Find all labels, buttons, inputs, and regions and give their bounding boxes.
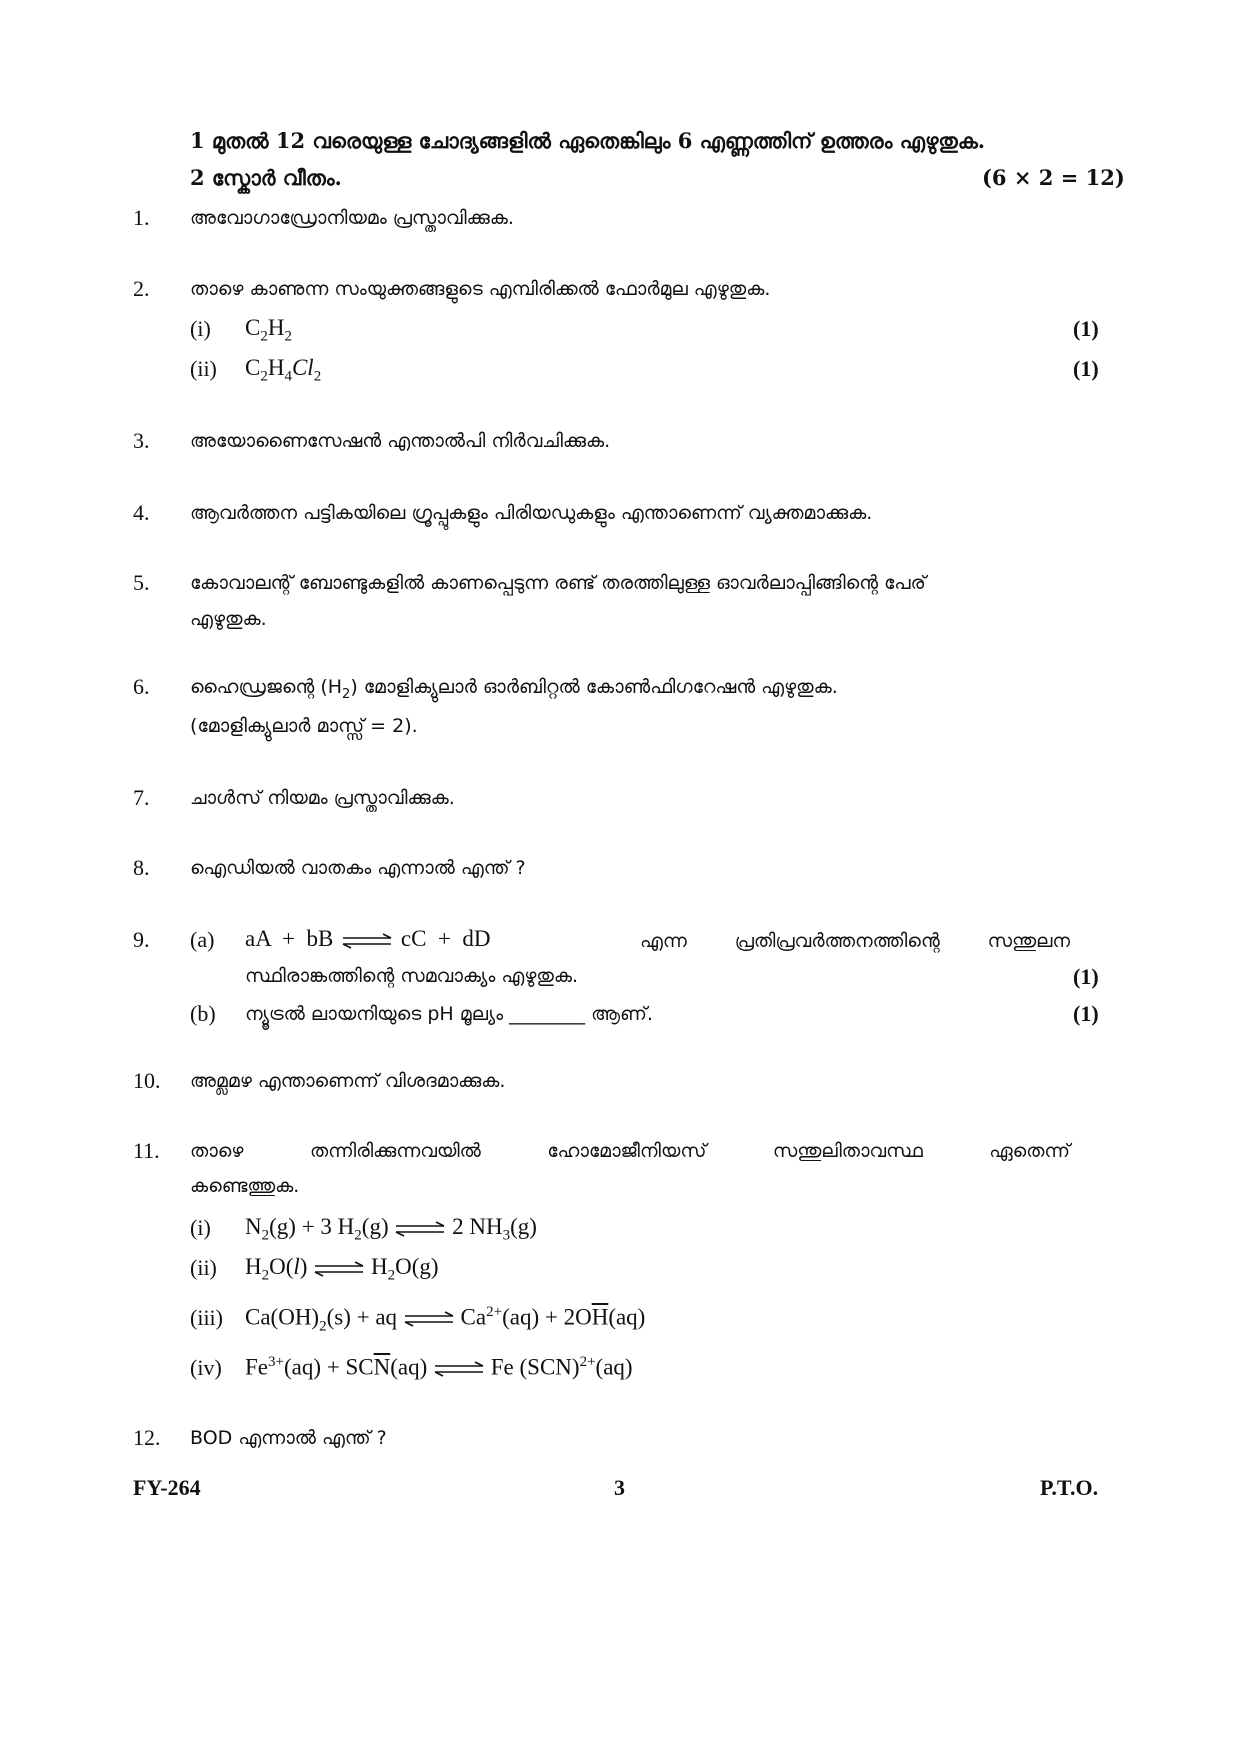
- question-number: 3.: [133, 428, 150, 453]
- chemical-equation: $N_2(g) + 3$ $H_2(g)$ 2 $NH_3(g)$: [245, 1214, 537, 1244]
- question-number: 1.: [133, 205, 150, 230]
- question-number: 7.: [133, 785, 150, 810]
- question-text: ആവർത്തന പട്ടികയിലെ ഗ്രൂപ്പുകളും പിരിയഡുകളും എന്താണെന്ന് വ്യക്തമാക്കുക.: [190, 502, 873, 524]
- question-text: ന്യൂട്രൽ ലായനിയുടെ pH മൂല്യം ________ ആണ്.: [245, 1003, 653, 1025]
- chemical-formula: $C_2H_4Cl_2$: [245, 355, 322, 385]
- question-number: 2.: [133, 276, 150, 301]
- question-text-continued: (മോളിക്യുലാർ മാസ്സ് = 2).: [190, 715, 418, 737]
- question-text: ഐഡിയൽ വാതകം എന്നാൽ എന്ത് ?: [190, 857, 526, 879]
- paper-code: FY-264: [133, 1475, 201, 1500]
- marks: (1): [1073, 964, 1099, 989]
- marks: (1): [1073, 356, 1099, 381]
- equilibrium-arrow-icon: [394, 1221, 446, 1237]
- chemical-equation: $Fe^{3+}(aq) + SCN(aq)$ Fe (SCN)$^{2+}$(aq): [245, 1354, 633, 1380]
- instruction-score-line: 2 സ്കോർ വീതം.: [190, 165, 342, 190]
- page-number: 3: [614, 1475, 625, 1500]
- subpart-label: (a): [190, 927, 215, 952]
- question-number: 5.: [133, 570, 150, 595]
- question-number: 12.: [133, 1425, 161, 1450]
- equilibrium-arrow-icon: [403, 1311, 455, 1327]
- instruction-score-total: (6 × 2 = 12): [982, 165, 1125, 190]
- question-text: കോവാലന്റ് ബോണ്ടുകളിൽ കാണപ്പെടുന്ന രണ്ട് തരത്തിലുള്ള ഓവർലാപ്പിങ്ങിന്റെ പേര്: [190, 572, 926, 594]
- question-text-continued: സ്ഥിരാങ്കത്തിന്റെ സമവാക്യം എഴുതുക.: [245, 965, 579, 987]
- question-text-continued: കണ്ടെത്തുക.: [190, 1175, 300, 1197]
- question-text-continued: എഴുതുക.: [190, 608, 267, 630]
- equilibrium-arrow-icon: [339, 933, 395, 949]
- question-number: 11.: [133, 1138, 160, 1163]
- chemical-equation: $H_2O(l)$ $H_2O(g)$: [245, 1254, 439, 1284]
- question-number: 6.: [133, 674, 150, 699]
- question-text: അമ്ലമഴ എന്താണെന്ന് വിശദമാക്കുക.: [190, 1070, 506, 1092]
- subpart-label: (iv): [190, 1355, 222, 1380]
- question-text: അവോഗാഡ്രോനിയമം പ്രസ്താവിക്കുക.: [190, 207, 514, 229]
- subpart-label: (i): [190, 316, 211, 341]
- equilibrium-arrow-icon: [433, 1361, 485, 1377]
- chemical-equation: $Ca(OH)_2(s)$ + aq $Ca^{2+}(aq) + 2OH(aq)$: [245, 1304, 646, 1335]
- question-number: 4.: [133, 500, 150, 525]
- question-number: 10.: [133, 1068, 161, 1093]
- question-text: താഴെ തന്നിരിക്കുന്നവയിൽ ഹോമോജീനിയസ് സന്തുലിതാവസ്ഥ ഏതെന്ന്: [190, 1140, 1070, 1162]
- marks: (1): [1073, 316, 1099, 341]
- question-text: ഹൈഡ്രജന്റെ $(H_2)$ മോളിക്യുലാർ ഓർബിറ്റൽ കോൺഫിഗറേഷൻ എഴുതുക.: [190, 676, 838, 702]
- question-text: അയോണൈസേഷൻ എന്താൽപി നിർവചിക്കുക.: [190, 430, 611, 452]
- question-text: താഴെ കാണുന്ന സംയുക്തങ്ങളുടെ എമ്പിരിക്കൽ ഫോർമുല എഴുതുക.: [190, 278, 771, 300]
- chemical-formula: $C_2H_2$: [245, 315, 292, 345]
- question-text: ചാൾസ് നിയമം പ്രസ്താവിക്കുക.: [190, 787, 455, 809]
- question-number: 9.: [133, 927, 150, 952]
- subpart-label: (ii): [190, 356, 217, 381]
- equilibrium-equation: aA + bB cC + dD: [245, 926, 491, 951]
- question-text: BOD എന്നാൽ എന്ത് ?: [190, 1427, 387, 1449]
- question-number: 8.: [133, 855, 150, 880]
- please-turn-over: P.T.O.: [1040, 1475, 1099, 1500]
- subpart-label: (b): [190, 1001, 216, 1026]
- subpart-label: (ii): [190, 1255, 217, 1280]
- instruction-line: 1 മുതൽ 12 വരെയുള്ള ചോദ്യങ്ങളിൽ ഏതെങ്കിലും 6 എണ്ണത്തിന് ഉത്തരം എഴുതുക.: [190, 128, 986, 153]
- subpart-label: (i): [190, 1215, 211, 1240]
- marks: (1): [1073, 1001, 1099, 1026]
- question-text: എന്ന പ്രതിപ്രവർത്തനത്തിന്റെ സന്തുലന: [640, 930, 1070, 952]
- equilibrium-arrow-icon: [313, 1261, 365, 1277]
- subpart-label: (iii): [190, 1305, 223, 1330]
